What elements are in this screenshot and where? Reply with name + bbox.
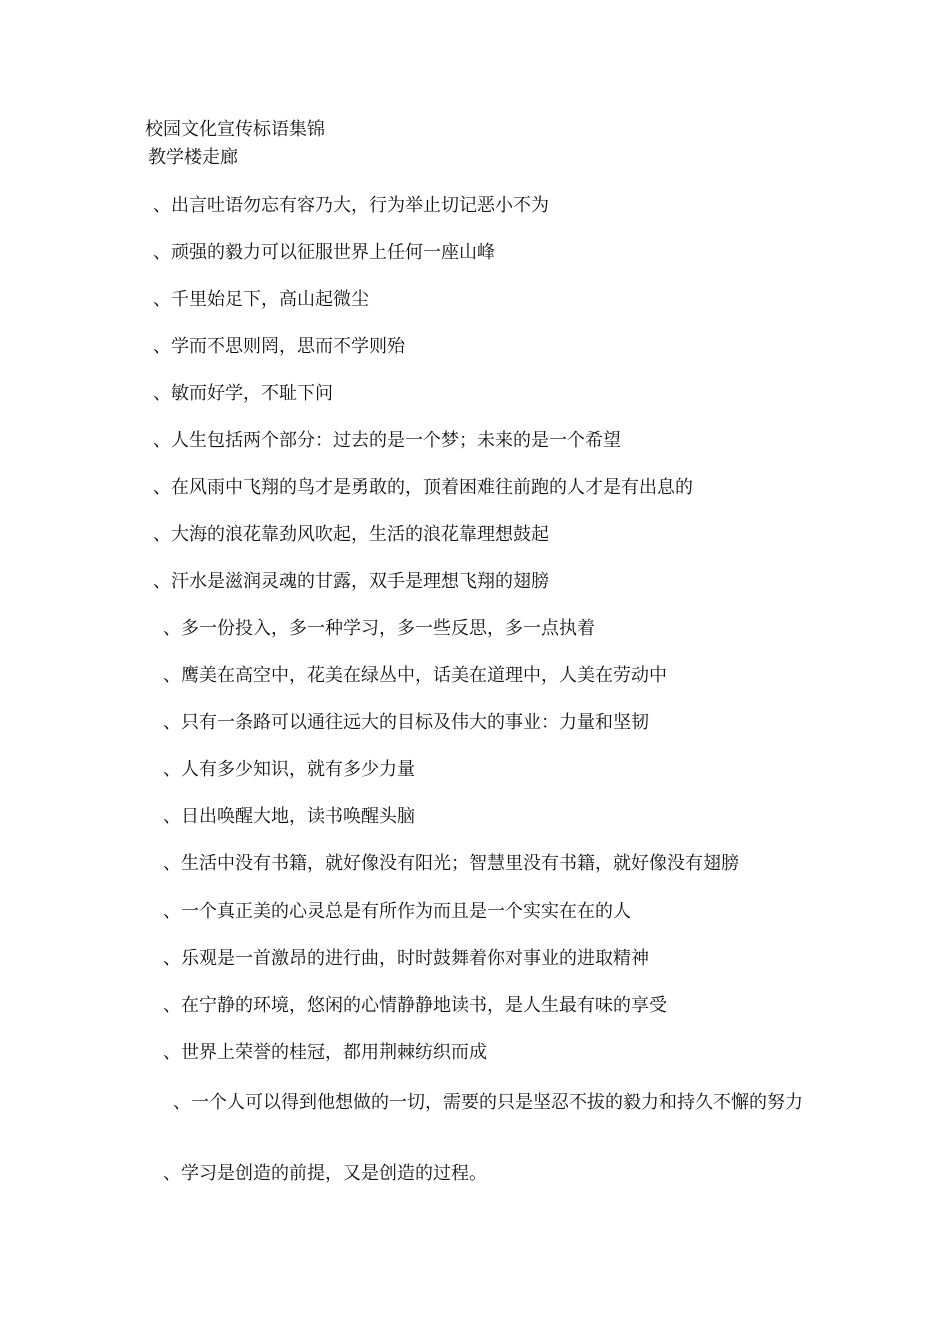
slogan-item: 、汗水是滋润灵魂的甘露，双手是理想飞翔的翅膀 bbox=[153, 571, 549, 592]
slogan-item: 、一个真正美的心灵总是有所作为而且是一个实实在在的人 bbox=[163, 901, 631, 922]
slogan-item: 、大海的浪花靠劲风吹起，生活的浪花靠理想鼓起 bbox=[153, 524, 549, 545]
slogan-item: 、日出唤醒大地，读书唤醒头脑 bbox=[163, 806, 415, 827]
slogan-item: 、鹰美在高空中，花美在绿丛中，话美在道理中，人美在劳动中 bbox=[163, 665, 667, 686]
slogan-item: 、生活中没有书籍，就好像没有阳光；智慧里没有书籍，就好像没有翅膀 bbox=[163, 853, 739, 874]
slogan-item: 、顽强的毅力可以征服世界上任何一座山峰 bbox=[153, 242, 495, 263]
slogan-item: 、乐观是一首激昂的进行曲，时时鼓舞着你对事业的进取精神 bbox=[163, 948, 649, 969]
slogan-item: 、在宁静的环境，悠闲的心情静静地读书，是人生最有味的享受 bbox=[163, 995, 667, 1016]
slogan-item: 、敏而好学，不耻下问 bbox=[153, 383, 333, 404]
slogan-item: 、世界上荣誉的桂冠，都用荆棘纺织而成 bbox=[163, 1042, 487, 1063]
slogan-item: 、在风雨中飞翔的鸟才是勇敢的，顶着困难往前跑的人才是有出息的 bbox=[153, 477, 693, 498]
slogan-item: 、人生包括两个部分：过去的是一个梦；未来的是一个希望 bbox=[153, 430, 621, 451]
slogan-item: 、多一份投入，多一种学习，多一些反思，多一点执着 bbox=[163, 618, 595, 639]
slogan-item: 、千里始足下，高山起微尘 bbox=[153, 289, 369, 310]
section-heading: 教学楼走廊 bbox=[148, 147, 238, 168]
slogan-item: 、学习是创造的前提，又是创造的过程。 bbox=[163, 1163, 487, 1184]
document-title: 校园文化宣传标语集锦 bbox=[145, 119, 325, 140]
slogan-item: 、人有多少知识，就有多少力量 bbox=[163, 759, 415, 780]
slogan-item: 、出言吐语勿忘有容乃大，行为举止切记恶小不为 bbox=[153, 195, 549, 216]
slogan-item: 、只有一条路可以通往远大的目标及伟大的事业：力量和坚韧 bbox=[163, 712, 649, 733]
slogan-item: 、一个人可以得到他想做的一切，需要的只是坚忍不拔的毅力和持久不懈的努力 bbox=[173, 1092, 803, 1113]
slogan-item: 、学而不思则罔，思而不学则殆 bbox=[153, 336, 405, 357]
